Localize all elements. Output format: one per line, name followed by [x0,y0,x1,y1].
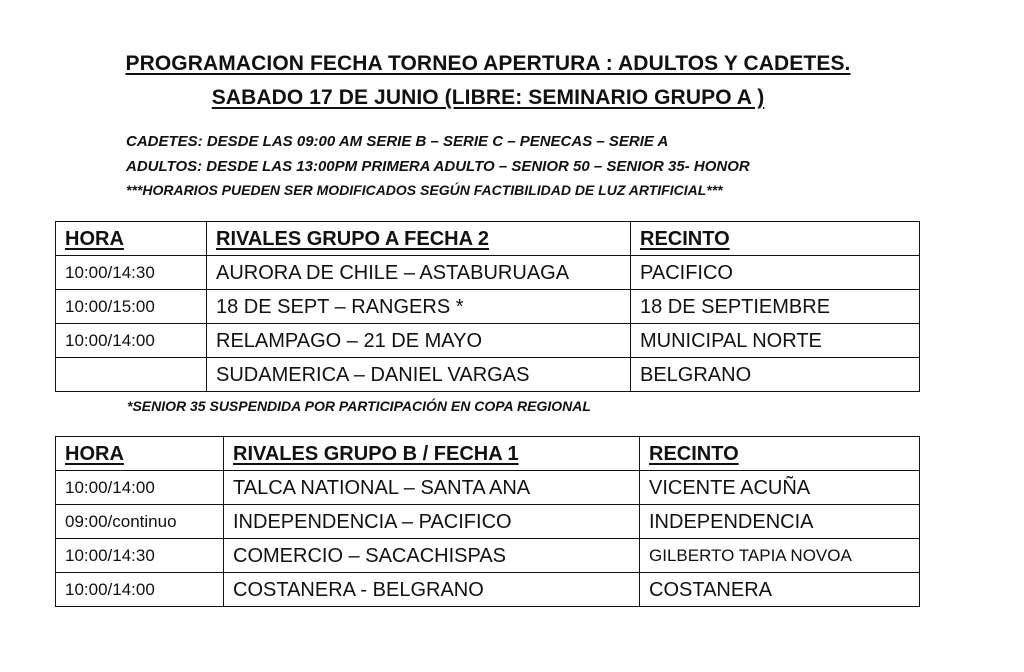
cell-rivales: COSTANERA - BELGRANO [224,573,640,607]
cell-rivales: INDEPENDENCIA – PACIFICO [224,505,640,539]
table-header-row [56,437,920,471]
title-line-1: PROGRAMACION FECHA TORNEO APERTURA : ADULTOS Y CADETES. [125,52,851,75]
cell-rivales: TALCA NATIONAL – SANTA ANA [224,471,640,505]
table-row [56,324,920,358]
table-row [56,256,920,290]
cell-rivales: COMERCIO – SACACHISPAS [224,539,640,573]
cell-hora: 10:00/14:30 [56,539,224,573]
column-header-hora: HORA [56,437,224,471]
group-b-table [55,436,920,607]
cell-hora: 10:00/14:00 [56,324,207,358]
cell-hora: 10:00/14:00 [56,573,224,607]
cell-recinto: GILBERTO TAPIA NOVOA [640,539,920,573]
cell-rivales: RELAMPAGO – 21 DE MAYO [207,324,631,358]
cell-recinto: INDEPENDENCIA [640,505,920,539]
column-header-recinto: RECINTO [631,222,920,256]
note-horarios: ***HORARIOS PUEDEN SER MODIFICADOS SEGÚN FACTIBILIDAD DE LUZ ARTIFICIAL*** [126,182,723,198]
table-row [56,573,920,607]
note-adultos: ADULTOS: DESDE LAS 13:00PM PRIMERA ADULTO – SENIOR 50 – SENIOR 35- HONOR [126,158,750,175]
column-header-recinto: RECINTO [640,437,920,471]
cell-recinto: COSTANERA [640,573,920,607]
cell-hora: 10:00/14:30 [56,256,207,290]
table-row [56,505,920,539]
table-row [56,358,920,392]
table-header-row [56,222,920,256]
cell-recinto: 18 DE SEPTIEMBRE [631,290,920,324]
table-row [56,471,920,505]
column-header-rivales: RIVALES GRUPO B / FECHA 1 [224,437,640,471]
table-row [56,290,920,324]
cell-hora: 10:00/14:00 [56,471,224,505]
cell-hora: 09:00/continuo [56,505,224,539]
cell-hora [56,358,207,392]
cell-hora: 10:00/15:00 [56,290,207,324]
group-a-table [55,221,920,392]
column-header-rivales: RIVALES GRUPO A FECHA 2 [207,222,631,256]
cell-recinto: BELGRANO [631,358,920,392]
cell-rivales: AURORA DE CHILE – ASTABURUAGA [207,256,631,290]
cell-recinto: VICENTE ACUÑA [640,471,920,505]
table-row [56,539,920,573]
note-senior35: *SENIOR 35 SUSPENDIDA POR PARTICIPACIÓN EN COPA REGIONAL [127,398,591,414]
cell-rivales: SUDAMERICA – DANIEL VARGAS [207,358,631,392]
cell-rivales: 18 DE SEPT – RANGERS * [207,290,631,324]
cell-recinto: MUNICIPAL NORTE [631,324,920,358]
note-cadetes: CADETES: DESDE LAS 09:00 AM SERIE B – SERIE C – PENECAS – SERIE A [126,133,669,150]
column-header-hora: HORA [56,222,207,256]
cell-recinto: PACIFICO [631,256,920,290]
title-line-2: SABADO 17 DE JUNIO (LIBRE: SEMINARIO GRUPO A ) [211,86,765,109]
